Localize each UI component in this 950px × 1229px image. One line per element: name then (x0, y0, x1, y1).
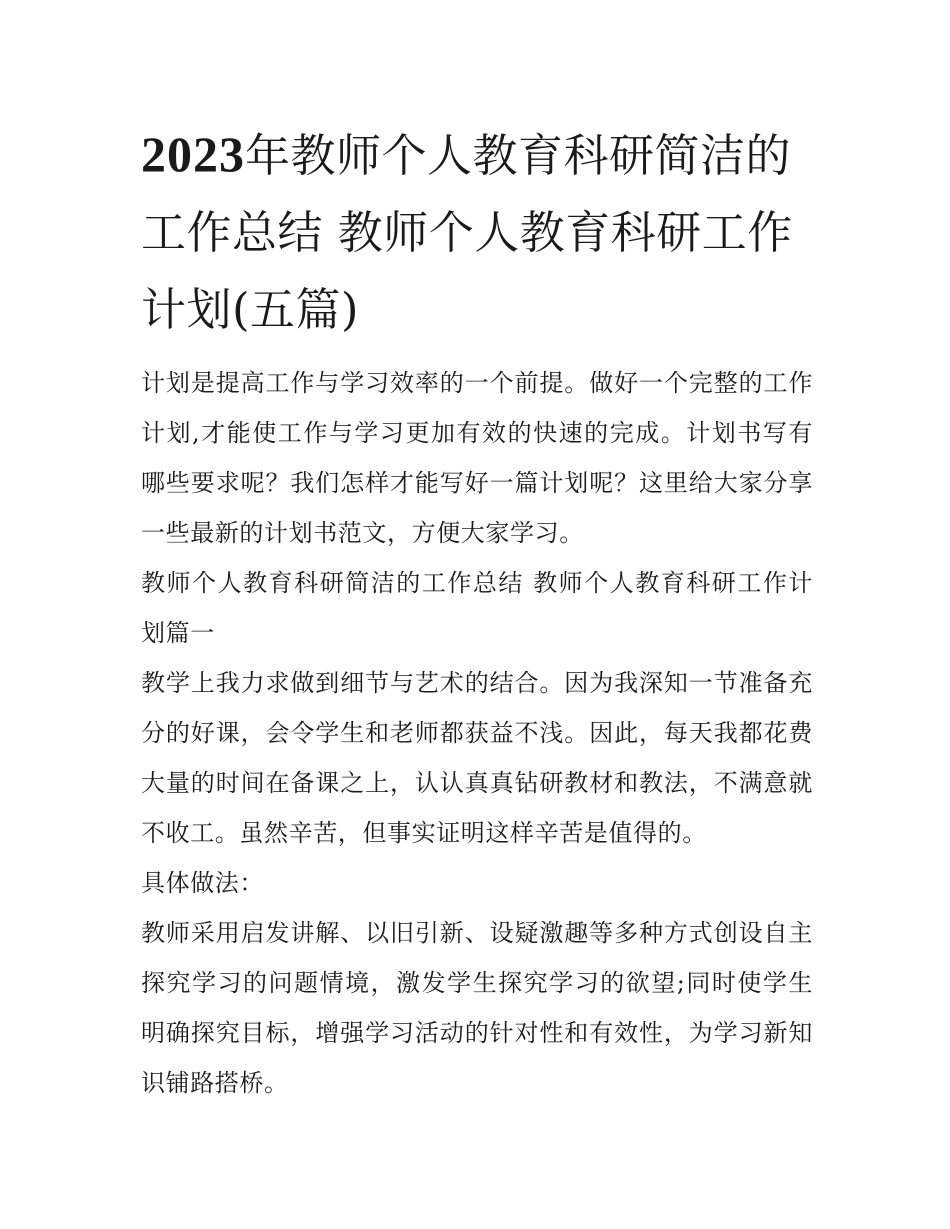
method-label: 具体做法： (141, 869, 264, 897)
intro-paragraph: 计划是提高工作与学习效率的一个前提。做好一个完整的工作计划,才能使工作与学习更加有效的快速的完成。计划书写有哪些要求呢？我们怎样才能写好一篇计划呢？这里给大家分享一些最新的计划书范文，方便大家学习。 (141, 369, 813, 547)
document-content (141, 116, 813, 1108)
section-heading: 教师个人教育科研简洁的工作总结 教师个人教育科研工作计划篇一 (141, 569, 813, 647)
title-year: 2023 (141, 126, 245, 182)
title-text: 年教师个人教育科研简洁的工作总结 教师个人教育科研工作计划(五篇) (141, 129, 793, 336)
body-paragraph: 教学上我力求做到细节与艺术的结合。因为我深知一节准备充分的好课，会令学生和老师都获益不浅。因此，每天我都花费大量的时间在备课之上，认认真真钻研教材和教法，不满意就不收工。虽然辛苦，但事实证明这样辛苦是值得的。 (141, 669, 813, 847)
body-paragraph: 教师采用启发讲解、以旧引新、设疑激趣等多种方式创设自主探究学习的问题情境，激发学生探究学习的欲望;同时使学生明确探究目标，增强学习活动的针对性和有效性，为学习新知识铺路搭桥。 (141, 919, 813, 1097)
document-title (141, 116, 813, 348)
